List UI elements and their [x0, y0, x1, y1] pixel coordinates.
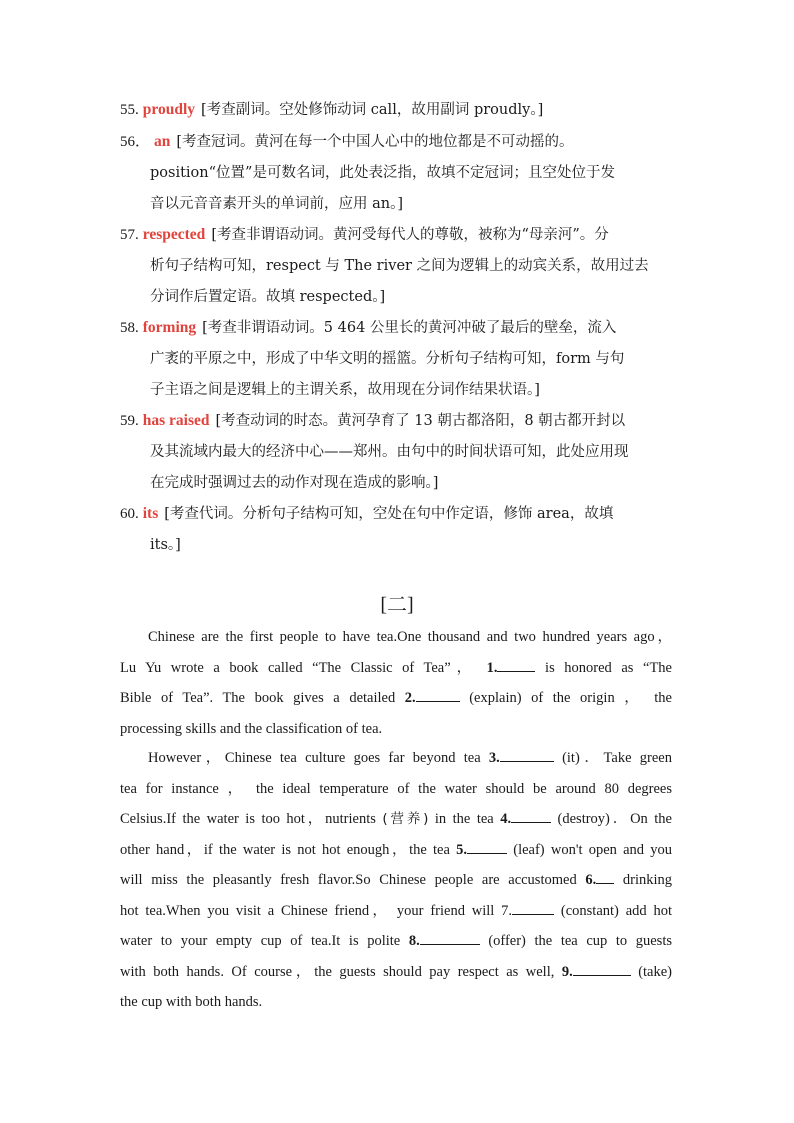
passage-line: Celsius.If the water is too hot，nutrients (营养) in the tea 4. (destroy)．On the: [120, 804, 672, 835]
passage-line: the cup with both hands.: [120, 994, 263, 1010]
passage-paragraph-1: [120, 622, 672, 744]
question-number: 58.: [120, 320, 139, 336]
chinese-gloss: (营养): [382, 811, 429, 827]
answer-word: has raised: [142, 412, 210, 429]
answer-explanation-line: [120, 405, 680, 437]
explanation-text: 音以元音音素开头的单词前，应用 an。]: [150, 196, 403, 212]
passage-line: Bible of Tea”. The book gives a detailed 2. (explain) of the origin ， the: [120, 683, 672, 714]
answer-word: forming: [142, 319, 197, 336]
explanation-text: [考查副词。空处修饰动词 call，故用副词 proudly。]: [201, 102, 544, 118]
answer-explanation-line: [120, 498, 680, 530]
answer-item: [120, 498, 680, 561]
question-number: 55.: [120, 102, 139, 118]
explanation-text: 及其流域内最大的经济中心——郑州。由句中的时间状语可知，此处应用现: [150, 444, 629, 460]
fill-in-blank[interactable]: [511, 808, 551, 823]
answer-item: [120, 405, 680, 499]
answer-item: [120, 94, 680, 126]
explanation-text: 在完成时强调过去的动作对现在造成的影响。]: [150, 475, 439, 491]
passage-line: with both hands. Of course，the guests should pay respect as well, 9. (take): [120, 957, 672, 988]
blank-number: 8.: [408, 933, 420, 949]
blank-number: 6.: [585, 872, 597, 888]
explanation-text: [考查非谓语动词。黄河受每代人的尊敬，被称为“母亲河”。分: [211, 227, 609, 243]
explanation-text: [考查动词的时态。黄河孕育了 13 朝古都洛阳，8 朝古都开封以: [215, 413, 626, 429]
fill-in-blank[interactable]: [467, 839, 507, 854]
passage-line: water to your empty cup of tea.It is polite 8. (offer) the tea cup to guests: [120, 926, 672, 957]
passage-line: Lu Yu wrote a book called “The Classic of Tea”， 1. is honored as “The: [120, 653, 672, 684]
answer-word: respected: [142, 226, 206, 243]
explanation-text: [考查代词。分析句子结构可知，空处在句中作定语，修饰 area，故填: [164, 506, 614, 522]
passage-line: will miss the pleasantly fresh flavor.So Chinese people are accustomed 6. drinking: [120, 865, 672, 896]
passage-line: processing skills and the classification of tea.: [120, 720, 383, 737]
fill-in-blank[interactable]: [420, 930, 480, 945]
passage-line: However，Chinese tea culture goes far beyond tea 3. (it)．Take green: [120, 743, 672, 774]
blank-number: 4.: [500, 811, 512, 827]
answer-explanation-line: [120, 344, 680, 375]
fill-in-blank[interactable]: [596, 869, 614, 884]
fill-in-blank[interactable]: [497, 657, 535, 672]
section-title: [二]: [380, 594, 414, 616]
answer-explanation-line: [120, 468, 680, 499]
answer-explanation-line: [120, 312, 680, 344]
blank-number: 5.: [456, 841, 468, 858]
answer-explanation-line: [120, 437, 680, 468]
answer-explanation-line: [120, 219, 680, 251]
passage-line: other hand，if the water is not hot enough，the tea 5. (leaf) won't open and you: [120, 835, 672, 866]
explanation-text: 析句子结构可知，respect 与 The river 之间为逻辑上的动宾关系，故用过去: [150, 258, 649, 274]
explanation-text: position“位置”是可数名词，此处表泛指，故填不定冠词；且空处位于发: [150, 165, 615, 181]
question-number: 57.: [120, 227, 139, 243]
answer-word: proudly: [142, 101, 196, 118]
fill-in-blank[interactable]: [512, 900, 554, 915]
question-number: 60.: [120, 506, 139, 522]
explanation-text: 广袤的平原之中，形成了中华文明的摇篮。分析句子结构可知，form 与句: [150, 351, 625, 367]
blank-number: 1.: [486, 659, 498, 676]
blank-number: 9.: [561, 963, 573, 980]
passage-paragraph-2: [120, 743, 672, 1018]
explanation-text: [考查非谓语动词。5 464 公里长的黄河冲破了最后的壁垒，流入: [202, 320, 617, 336]
answer-item: [120, 312, 680, 406]
answer-item: [120, 219, 680, 313]
explanation-text: [考查冠词。黄河在每一个中国人心中的地位都是不可动摇的。: [176, 134, 574, 150]
question-number: 56．: [120, 134, 151, 150]
explanation-text: its。]: [150, 537, 181, 553]
answer-word: its: [142, 505, 159, 522]
blank-number: 3.: [488, 750, 500, 766]
blank-number: 2.: [404, 690, 416, 706]
answer-explanation-line: [120, 282, 680, 313]
answer-explanation-line: [120, 158, 680, 189]
fill-in-blank[interactable]: [573, 961, 631, 976]
answer-explanation-line: [120, 126, 680, 158]
passage-line: tea for instance ， the ideal temperature of the water should be around 80 degrees: [120, 780, 672, 797]
answer-explanation-line: [120, 94, 680, 126]
fill-in-blank[interactable]: [416, 687, 460, 702]
answer-explanation-line: [120, 530, 680, 561]
answer-explanation-line: [120, 375, 680, 406]
answer-explanation-line: [120, 251, 680, 282]
explanation-text: 分词作后置定语。故填 respected。]: [150, 289, 386, 305]
explanation-text: 子主语之间是逻辑上的主谓关系，故用现在分词作结果状语。]: [150, 382, 540, 398]
answer-item: [120, 126, 680, 220]
passage-line: hot tea.When you visit a Chinese friend， your friend will 7. (constant) add hot: [120, 896, 672, 927]
fill-in-blank[interactable]: [500, 747, 554, 762]
passage-line: Chinese are the first people to have tea.One thousand and two hundred years ago，: [148, 629, 672, 645]
question-number: 59.: [120, 413, 139, 429]
answer-word: an: [154, 133, 171, 150]
answer-explanation-line: [120, 189, 680, 220]
